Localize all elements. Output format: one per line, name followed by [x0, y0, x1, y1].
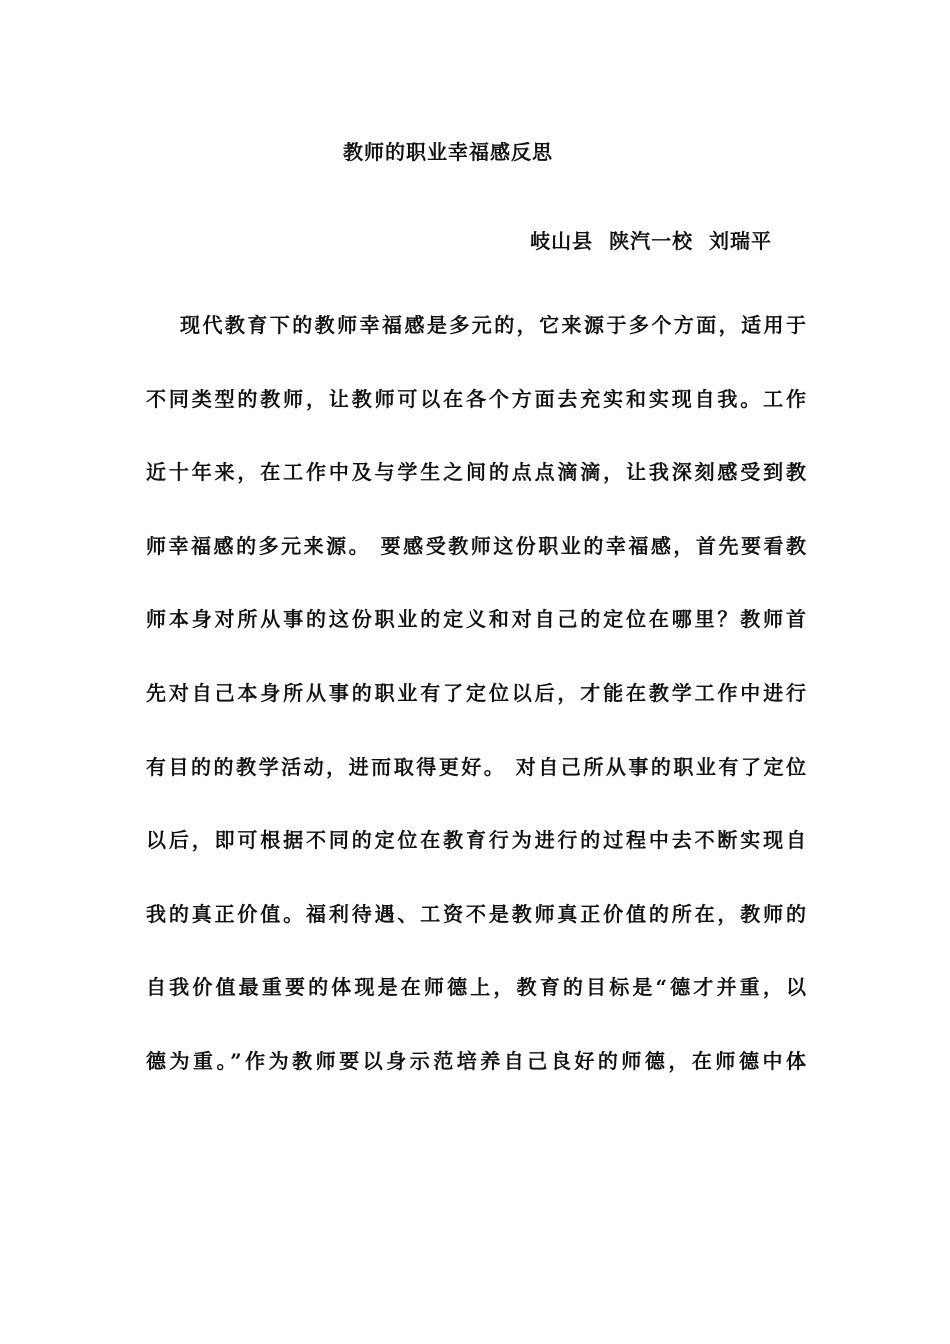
- body-line: 自我价值最重要的体现是在师德上，教育的目标是“德才并重，以: [146, 975, 806, 1000]
- document-body: [146, 311, 806, 1121]
- body-line: 我的真正价值。福利待遇、工资不是教师真正价值的所在，教师的: [146, 901, 806, 926]
- body-line: 以后，即可根据不同的定位在教育行为进行的过程中去不断实现自: [146, 828, 806, 853]
- body-line: 师幸福感的多元来源。 要感受教师这份职业的幸福感，首先要看教: [146, 533, 806, 558]
- body-line: 有目的的教学活动，进而取得更好。 对自己所从事的职业有了定位: [146, 754, 806, 779]
- document-author: 岐山县 陕汽一校 刘瑞平: [530, 229, 772, 253]
- body-line: 现代教育下的教师幸福感是多元的，它来源于多个方面，适用于: [180, 313, 806, 337]
- body-line: 师本身对所从事的这份职业的定义和对自己的定位在哪里？教师首: [146, 607, 806, 632]
- body-line: 不同类型的教师，让教师可以在各个方面去充实和实现自我。工作: [146, 386, 806, 411]
- body-line: 德为重。”作为教师要以身示范培养自己良好的师德，在师德中体: [146, 1048, 806, 1073]
- body-line: 先对自己本身所从事的职业有了定位以后，才能在教学工作中进行: [146, 680, 806, 705]
- body-line: 近十年来，在工作中及与学生之间的点点滴滴，让我深刻感受到教: [146, 460, 806, 485]
- document-title: 教师的职业幸福感反思: [343, 140, 553, 164]
